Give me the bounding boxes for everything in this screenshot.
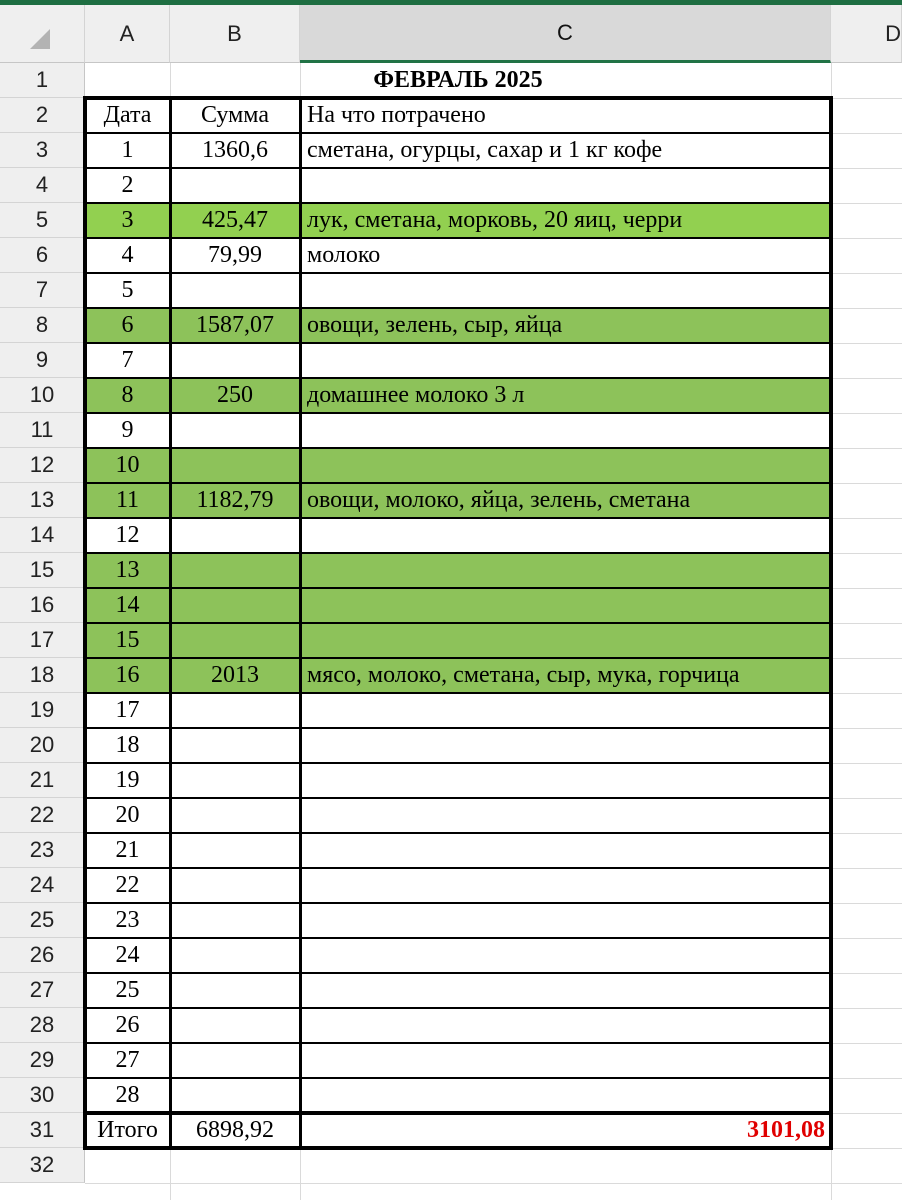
sum-cell[interactable]: 1360,6 xyxy=(202,137,268,163)
description-cell[interactable]: лук, сметана, морковь, 20 яиц, черри xyxy=(307,207,683,233)
table-border-horizontal xyxy=(85,832,833,834)
table-border-horizontal xyxy=(85,377,833,379)
description-cell[interactable] xyxy=(300,168,831,203)
date-cell[interactable]: 1 xyxy=(121,137,134,163)
table-border-horizontal xyxy=(85,552,833,554)
description-cell[interactable] xyxy=(300,1008,831,1043)
table-border-horizontal xyxy=(85,1146,833,1150)
row-header[interactable]: 5 xyxy=(0,203,85,238)
row-header[interactable]: 26 xyxy=(0,938,85,973)
description-cell[interactable]: овощи, молоко, яйца, зелень, сметана xyxy=(307,487,691,513)
row-header[interactable]: 21 xyxy=(0,763,85,798)
table-border-horizontal xyxy=(85,272,833,274)
table-border-horizontal xyxy=(85,342,833,344)
sum-cell[interactable] xyxy=(170,413,300,448)
total-label-cell[interactable]: Итого xyxy=(97,1117,158,1143)
spent-on-column-header[interactable]: На что потрачено xyxy=(307,102,486,128)
column-header-c[interactable]: C xyxy=(300,5,831,63)
table-border-horizontal xyxy=(85,517,833,519)
row-header[interactable]: 3 xyxy=(0,133,85,168)
column-header-b[interactable]: B xyxy=(170,5,300,63)
description-cell[interactable] xyxy=(300,1078,831,1113)
description-cell[interactable] xyxy=(300,413,831,448)
table-border-horizontal xyxy=(85,727,833,729)
row-header[interactable]: 17 xyxy=(0,623,85,658)
table-border-horizontal xyxy=(85,237,833,239)
row-header[interactable]: 32 xyxy=(0,1148,85,1183)
sum-cell[interactable] xyxy=(170,868,300,903)
date-cell[interactable]: 7 xyxy=(121,347,134,373)
row-header[interactable]: 7 xyxy=(0,273,85,308)
description-cell[interactable] xyxy=(300,903,831,938)
sum-cell[interactable] xyxy=(170,973,300,1008)
date-cell[interactable]: 18 xyxy=(115,732,140,758)
row-header[interactable]: 15 xyxy=(0,553,85,588)
sum-cell[interactable] xyxy=(170,693,300,728)
date-cell[interactable]: 3 xyxy=(121,207,134,233)
description-cell[interactable] xyxy=(300,798,831,833)
description-cell[interactable] xyxy=(300,938,831,973)
description-cell[interactable] xyxy=(300,553,831,588)
table-border-horizontal xyxy=(85,972,833,974)
description-cell[interactable] xyxy=(300,448,831,483)
table-border-horizontal xyxy=(85,622,833,624)
sum-cell[interactable]: 79,99 xyxy=(208,242,262,268)
date-cell[interactable]: 21 xyxy=(115,837,140,863)
date-cell[interactable]: 12 xyxy=(115,522,140,548)
date-cell[interactable]: 11 xyxy=(115,487,140,513)
table-border-horizontal xyxy=(85,587,833,589)
table-border-horizontal xyxy=(85,1042,833,1044)
sheet-title[interactable]: ФЕВРАЛЬ 2025 xyxy=(373,67,543,93)
date-column-header[interactable]: Дата xyxy=(103,102,152,128)
table-border-horizontal xyxy=(85,482,833,484)
table-border-horizontal xyxy=(85,307,833,309)
date-cell[interactable]: 15 xyxy=(115,627,140,653)
sum-cell[interactable] xyxy=(170,1078,300,1113)
date-cell[interactable]: 4 xyxy=(121,242,134,268)
table-border-vertical xyxy=(299,96,302,1150)
date-cell[interactable]: 14 xyxy=(115,592,140,618)
description-cell[interactable] xyxy=(300,763,831,798)
row-header[interactable]: 2 xyxy=(0,98,85,133)
description-cell[interactable] xyxy=(300,973,831,1008)
description-cell[interactable]: домашнее молоко 3 л xyxy=(307,382,525,408)
row-header[interactable]: 12 xyxy=(0,448,85,483)
sum-cell[interactable] xyxy=(170,763,300,798)
date-cell[interactable]: 13 xyxy=(115,557,140,583)
description-cell[interactable]: мясо, молоко, сметана, сыр, мука, горчица xyxy=(307,662,740,688)
sum-cell[interactable]: 425,47 xyxy=(202,207,268,233)
row-header[interactable]: 8 xyxy=(0,308,85,343)
row-header[interactable]: 25 xyxy=(0,903,85,938)
select-all-corner[interactable] xyxy=(0,5,85,63)
row-header[interactable]: 6 xyxy=(0,238,85,273)
total-sum-cell[interactable]: 6898,92 xyxy=(196,1117,274,1143)
date-cell[interactable]: 10 xyxy=(115,452,140,478)
table-border-horizontal xyxy=(85,412,833,414)
table-border-horizontal xyxy=(85,657,833,659)
date-cell[interactable]: 23 xyxy=(115,907,140,933)
sum-cell[interactable] xyxy=(170,903,300,938)
sum-cell[interactable] xyxy=(170,273,300,308)
date-cell[interactable]: 8 xyxy=(121,382,134,408)
row-header[interactable]: 13 xyxy=(0,483,85,518)
table-border-horizontal xyxy=(85,692,833,694)
sum-cell[interactable] xyxy=(170,1008,300,1043)
date-cell[interactable]: 2 xyxy=(121,172,134,198)
description-cell[interactable] xyxy=(300,693,831,728)
description-cell[interactable] xyxy=(300,623,831,658)
sum-cell[interactable]: 2013 xyxy=(211,662,259,688)
date-cell[interactable]: 22 xyxy=(115,872,140,898)
date-cell[interactable]: 28 xyxy=(115,1082,140,1108)
description-cell[interactable]: молоко xyxy=(307,242,381,268)
description-cell[interactable] xyxy=(300,518,831,553)
table-border-horizontal xyxy=(85,902,833,904)
row-header[interactable]: 24 xyxy=(0,868,85,903)
date-cell[interactable]: 17 xyxy=(115,697,140,723)
table-border-vertical xyxy=(83,96,87,1150)
column-header-a[interactable]: A xyxy=(85,5,170,63)
description-cell[interactable] xyxy=(300,273,831,308)
sum-cell[interactable] xyxy=(170,798,300,833)
date-cell[interactable]: 6 xyxy=(121,312,134,338)
sum-cell[interactable] xyxy=(170,728,300,763)
sum-cell[interactable] xyxy=(170,553,300,588)
description-cell[interactable] xyxy=(300,343,831,378)
row-header[interactable]: 31 xyxy=(0,1113,85,1148)
date-cell[interactable]: 19 xyxy=(115,767,140,793)
sum-cell[interactable]: 1182,79 xyxy=(196,487,274,513)
sum-cell[interactable] xyxy=(170,1043,300,1078)
row-header[interactable]: 4 xyxy=(0,168,85,203)
remainder-cell[interactable]: 3101,08 xyxy=(747,1117,825,1143)
column-header-d[interactable]: D xyxy=(831,5,902,63)
table-border-horizontal xyxy=(85,797,833,799)
sum-cell[interactable] xyxy=(170,623,300,658)
date-cell[interactable]: 24 xyxy=(115,942,140,968)
table-border-horizontal xyxy=(85,167,833,169)
sum-cell[interactable] xyxy=(170,833,300,868)
date-cell[interactable]: 20 xyxy=(115,802,140,828)
description-cell[interactable] xyxy=(300,1043,831,1078)
row-header[interactable]: 18 xyxy=(0,658,85,693)
sum-column-header[interactable]: Сумма xyxy=(201,102,269,128)
row-header[interactable]: 20 xyxy=(0,728,85,763)
description-cell[interactable]: овощи, зелень, сыр, яйца xyxy=(307,312,563,338)
description-cell[interactable] xyxy=(300,728,831,763)
description-cell[interactable] xyxy=(300,868,831,903)
table-border-horizontal xyxy=(85,96,833,100)
table-border-horizontal xyxy=(85,132,833,134)
sum-cell[interactable] xyxy=(170,588,300,623)
date-cell[interactable]: 27 xyxy=(115,1047,140,1073)
row-header[interactable]: 1 xyxy=(0,63,85,98)
table-border-horizontal xyxy=(85,447,833,449)
table-border-horizontal xyxy=(85,937,833,939)
sum-cell[interactable] xyxy=(170,448,300,483)
row-header[interactable]: 19 xyxy=(0,693,85,728)
row-header[interactable]: 22 xyxy=(0,798,85,833)
row-header[interactable]: 11 xyxy=(0,413,85,448)
date-cell[interactable]: 9 xyxy=(121,417,134,443)
row-header[interactable]: 10 xyxy=(0,378,85,413)
description-cell[interactable]: сметана, огурцы, сахар и 1 кг кофе xyxy=(307,137,663,163)
description-cell[interactable] xyxy=(300,588,831,623)
sum-cell[interactable] xyxy=(170,518,300,553)
row-header[interactable]: 28 xyxy=(0,1008,85,1043)
table-border-horizontal xyxy=(85,1111,833,1115)
table-border-vertical xyxy=(829,96,833,1150)
sum-cell[interactable] xyxy=(170,343,300,378)
description-cell[interactable] xyxy=(300,833,831,868)
date-cell[interactable]: 16 xyxy=(115,662,140,688)
date-cell[interactable]: 5 xyxy=(121,277,134,303)
gridline-horizontal xyxy=(85,1183,902,1184)
row-header[interactable]: 27 xyxy=(0,973,85,1008)
table-border-horizontal xyxy=(85,202,833,204)
select-all-triangle-icon xyxy=(30,29,50,49)
row-header[interactable]: 23 xyxy=(0,833,85,868)
table-border-horizontal xyxy=(85,1007,833,1009)
row-header[interactable]: 9 xyxy=(0,343,85,378)
date-cell[interactable]: 25 xyxy=(115,977,140,1003)
row-header[interactable]: 16 xyxy=(0,588,85,623)
row-header[interactable]: 29 xyxy=(0,1043,85,1078)
table-border-vertical xyxy=(169,96,172,1150)
sum-cell[interactable] xyxy=(170,168,300,203)
date-cell[interactable]: 26 xyxy=(115,1012,140,1038)
table-border-horizontal xyxy=(85,1077,833,1079)
sum-cell[interactable] xyxy=(170,938,300,973)
table-border-horizontal xyxy=(85,762,833,764)
table-border-horizontal xyxy=(85,867,833,869)
sum-cell[interactable]: 1587,07 xyxy=(196,312,274,338)
sum-cell[interactable]: 250 xyxy=(217,382,253,408)
row-header[interactable]: 14 xyxy=(0,518,85,553)
row-header[interactable]: 30 xyxy=(0,1078,85,1113)
